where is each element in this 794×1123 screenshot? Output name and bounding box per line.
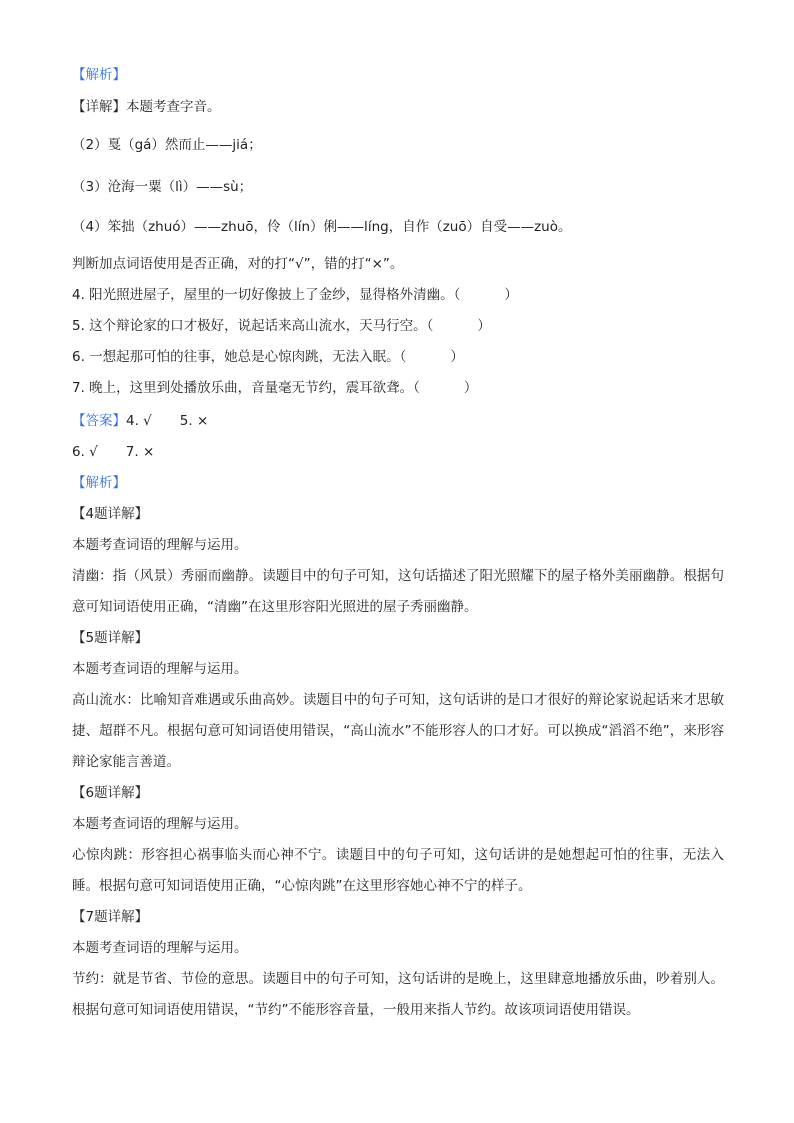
question-5 <box>72 317 491 335</box>
question-4 <box>72 286 518 304</box>
detail-line-1: 【详解】本题考查字音。 <box>72 99 221 115</box>
detail-7-intro: 本题考查词语的理解与运用。 <box>72 940 248 956</box>
detail-7-body: 节约：就是节省、节俭的意思。读题目中的句子可知，这句话讲的是晚上，这里肆意地播放乐曲，吵着别人。根据句意可知词语使用错误，“节约”不能形容音量，一般用来指人节约。故该项词语使用错误。 <box>72 971 724 1018</box>
detail-5-body: 高山流水：比喻知音难遇或乐曲高妙。读题目中的句子可知，这句话讲的是口才很好的辩论家说起话来才思敏捷、超群不凡。根据句意可知词语使用错误，“高山流水”不能形容人的口才好。可以换成“滔滔不绝”，来形容辩论家能言善道。 <box>72 692 724 770</box>
detail-5-intro: 本题考查词语的理解与运用。 <box>72 661 248 677</box>
detail-6-title: 【6题详解】 <box>72 785 149 801</box>
question-7 <box>72 379 477 397</box>
detail-5-title: 【5题详解】 <box>72 630 149 646</box>
question-instruction: 判断加点词语使用是否正确，对的打“√”，错的打“×”。 <box>72 256 404 272</box>
detail-7-title: 【7题详解】 <box>72 909 149 925</box>
question-6-text: 6. 一想起那可怕的往事，她总是心惊肉跳，无法入眠。（ <box>72 349 407 365</box>
question-6-close: ） <box>450 349 464 365</box>
detail-6-body: 心惊肉跳：形容担心祸事临头而心神不宁。读题目中的句子可知，这句话讲的是她想起可怕的往事，无法入睡。根据句意可知词语使用正确，“心惊肉跳”在这里形容她心神不宁的样子。 <box>72 847 724 894</box>
answer-7: 7. × <box>125 444 155 460</box>
question-5-close: ） <box>477 318 491 334</box>
answer-5: 5. × <box>179 413 209 429</box>
detail-4-body: 清幽：指（风景）秀丽而幽静。读题目中的句子可知，这句话描述了阳光照耀下的屋子格外美丽幽静。根据句意可知词语使用正确，“清幽”在这里形容阳光照进的屋子秀丽幽静。 <box>72 568 724 615</box>
question-4-close: ） <box>504 287 518 303</box>
answer-tag: 【答案】 <box>72 413 126 429</box>
detail-4-title: 【4题详解】 <box>72 506 149 522</box>
answer-item-3: （3）沧海一粟（lì）——sù； <box>72 179 253 195</box>
question-7-text: 7. 晚上，这里到处播放乐曲，音量毫无节约，震耳欲聋。（ <box>72 380 420 396</box>
answer-6: 6. √ <box>72 444 98 460</box>
answer-4: 4. √ <box>126 413 152 429</box>
analysis-heading-1: 【解析】 <box>72 67 126 83</box>
answer-row-1 <box>72 412 208 430</box>
answer-item-4: （4）笨拙（zhuó）——zhuō，伶（lín）俐——líng，自作（zuō）自受——zuò。 <box>72 219 572 235</box>
answer-item-2: （2）戛（gá）然而止——jiá； <box>72 137 262 153</box>
question-4-text: 4. 阳光照进屋子，屋里的一切好像披上了金纱，显得格外清幽。（ <box>72 287 461 303</box>
question-5-text: 5. 这个辩论家的口才极好，说起话来高山流水，天马行空。（ <box>72 318 434 334</box>
analysis-heading-2: 【解析】 <box>72 475 126 491</box>
detail-6-intro: 本题考查词语的理解与运用。 <box>72 816 248 832</box>
answer-row-2 <box>72 443 154 461</box>
detail-4-intro: 本题考查词语的理解与运用。 <box>72 537 248 553</box>
question-6 <box>72 348 464 366</box>
question-7-close: ） <box>463 380 478 396</box>
